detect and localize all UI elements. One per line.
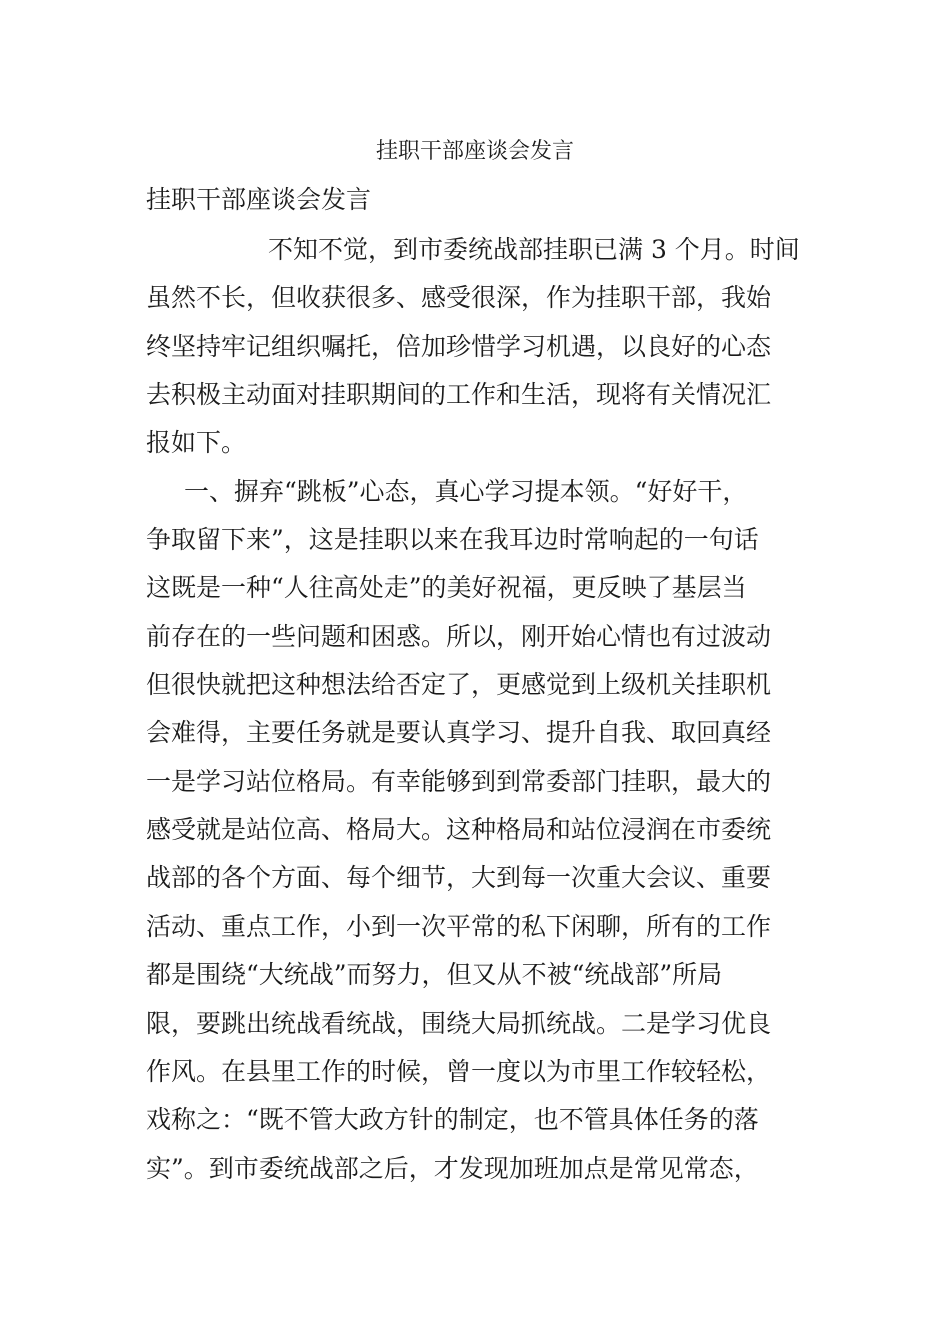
body-line: 活动、重点工作，小到一次平常的私下闲聊，所有的工作 (146, 911, 772, 941)
body-line: 终坚持牢记组织嘱托，倍加珍惜学习机遇，以良好的心态 (146, 331, 772, 361)
body-line: 作风。在县里工作的时候，曾一度以为市里工作较轻松， (146, 1056, 772, 1086)
body-line: 实”。到市委统战部之后，才发现加班加点是常见常态， (146, 1153, 759, 1183)
body-line: 不知不觉，到市委统战部挂职已满 3 个月。时间 (268, 235, 800, 264)
body-line: 一是学习站位格局。有幸能够到到常委部门挂职，最大的 (146, 766, 772, 796)
document-body (146, 230, 826, 1197)
document-subtitle: 挂职干部座谈会发言 (146, 185, 372, 214)
body-line: 感受就是站位高、格局大。这种格局和站位浸润在市委统 (146, 815, 772, 845)
body-line: 但很快就把这种想法给否定了，更感觉到上级机关挂职机 (146, 670, 772, 700)
body-line: 一、摒弃“跳板”心态，真心学习提本领。“好好干， (184, 476, 748, 506)
body-line: 前存在的一些问题和困惑。所以，刚开始心情也有过波动 (146, 621, 772, 651)
body-line: 限，要跳出统战看统战，围绕大局抓统战。二是学习优良 (146, 1008, 772, 1038)
body-line: 报如下。 (146, 428, 247, 458)
body-line: 都是围绕“大统战”而努力，但又从不被“统战部”所局 (146, 960, 723, 990)
body-line: 会难得，主要任务就是要认真学习、提升自我、取回真经 (146, 718, 772, 748)
body-line: 这既是一种“人往高处走”的美好祝福，更反映了基层当 (146, 573, 747, 603)
document-title: 挂职干部座谈会发言 (375, 139, 574, 164)
body-line: 争取留下来”，这是挂职以来在我耳边时常响起的一句话 (146, 525, 759, 555)
body-line: 去积极主动面对挂职期间的工作和生活，现将有关情况汇 (146, 380, 772, 410)
body-line: 戏称之：“既不管大政方针的制定，也不管具体任务的落 (146, 1105, 759, 1135)
body-line: 虽然不长，但收获很多、感受很深，作为挂职干部，我始 (146, 283, 772, 313)
body-line: 战部的各个方面、每个细节，大到每一次重大会议、重要 (146, 863, 772, 893)
